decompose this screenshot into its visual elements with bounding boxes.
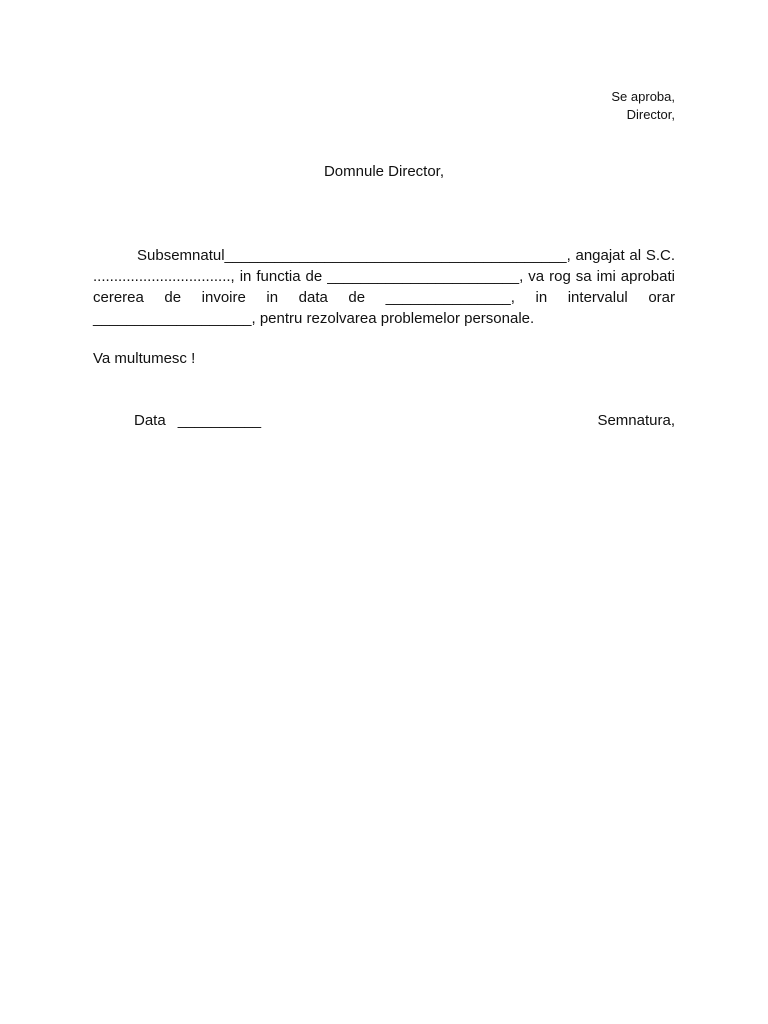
approval-line: Se aproba, bbox=[611, 89, 675, 104]
request-paragraph bbox=[93, 245, 675, 329]
date-line bbox=[134, 412, 261, 429]
approval-block bbox=[611, 88, 675, 124]
request-text: Subsemnatul_________________________________________, angajat al S.C. ................................., in functia de _______________________, va rog sa imi aprobati cererea de invoire in data de _______________, in intervalul orar ___________________, pentru rezolvarea problemelor personale. bbox=[93, 247, 675, 327]
closing-thanks: Va multumesc ! bbox=[93, 350, 196, 367]
approval-director: Director, bbox=[626, 107, 675, 122]
date-blank: __________ bbox=[177, 412, 262, 429]
date-label: Data bbox=[134, 412, 166, 429]
salutation: Domnule Director, bbox=[323, 163, 445, 180]
signature-label: Semnatura, bbox=[597, 412, 675, 429]
